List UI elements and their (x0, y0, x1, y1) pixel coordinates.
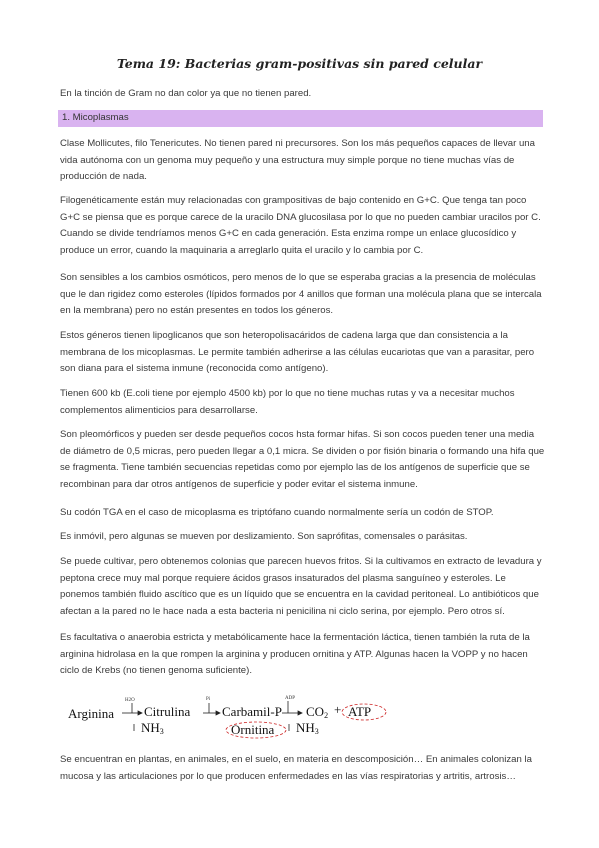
arginine-pathway-scheme (66, 696, 426, 740)
page-title: Tema 19: Bacterias gram-positivas sin pared celular (116, 56, 483, 71)
paragraph: Clase Mollicutes, filo Tenericutes. No tienen pared ni precursores. Son los más pequeños capaces de llevar una vida autónoma con un genoma muy pequeño y una estructura muy simple porque no tiene muchas vías de producción de nada. (60, 138, 535, 182)
paragraph: Filogenéticamente están muy relacionadas con grampositivas de bajo contenido en G+C. Que tenga tan poco G+C se piensa que es porque carece de la uracilo DNA glucosilasa por lo que no pueden cambiar uracilos por C. Cuando se divide tendríamos menos G+C en cada generación. Esta enzima rompe un enlace glucosídico y produce un error, cuando la maquinaria a arreglarlo quita el uracilo y lo cambia por C. (60, 195, 541, 256)
intro-paragraph: En la tinción de Gram no dan color ya que no tienen pared. (60, 88, 312, 99)
nh3-label: $NH_3$ (296, 720, 319, 736)
nh3-label: $NH_3$ (141, 720, 164, 736)
section-header-label: 1. Micoplasmas (62, 112, 129, 123)
paragraph: Son pleomórficos y pueden ser desde pequeños cocos hsta formar hifas. Si son cocos pueden tener una media de diámetro de 0,5 micras, pero pueden llegar a 0,1 micra. Se dividen o por fisión binaria o formando una hifa que se fragmenta. Tiene también secuencias repetidas como por ejemplo las de los antígenos de superficie que se recombinan para dar otros antígenos de superficie y poder evitar el sistema inmune. (60, 429, 545, 490)
ornitina-label: Ornitina (231, 722, 275, 737)
paragraph: Se puede cultivar, pero obtenemos colonias que parecen huevos fritos. Si la cultivamos en extracto de levadura y peptona crece muy mal porque requiere ácidos grasos insaturados del plasma sanguíneo y esteroles. Le ponemos también fluido ascítico que es un líquido que se encuentra en la cavidad peritoneal. Lo antibióticos que afectan a la pared no le hace nada a esta bacteria ni penicilina ni ciclo serina, por ejemplo. Pero otros sí. (60, 556, 542, 617)
paragraph: Es facultativa o anaerobia estricta y metabólicamente hace la fermentación láctica, tienen también la ruta de la arginina hidrolasa en la que rompen la arginina y producen ornitina y ATP. Algunas hacen la VOPP y no hacen ciclo de Krebs (no tienen genoma suficiente). (60, 632, 530, 676)
atp-label: ATP (348, 704, 372, 719)
carbamil-label: Carbamil-P (222, 704, 282, 719)
adp-label: ADP (285, 696, 296, 701)
paragraph: Estos géneros tienen lipoglicanos que son heteropolisacáridos de cadena larga que dan consistencia a la membrana de los micoplasmas. Le permite también adherirse a las células eucariotas que van a parasitar, pero son diana para el sistema inmune (reconocida como antígeno). (60, 330, 535, 374)
paragraph: Su codón TGA en el caso de micoplasma es triptófano cuando normalmente sería un codón de STOP. (60, 507, 494, 518)
h2o-label: H2O (125, 698, 135, 703)
pi-label: Pi (206, 697, 211, 702)
section-header (58, 110, 543, 127)
paragraph: Son sensibles a los cambios osmóticos, pero menos de lo que se esperaba gracias a la presencia de moléculas que le dan rigidez como esteroles (lípidos formados por 4 anillos que forman una molécula plana que se intercala en la membrana) pero no están presentes en todos los géneros. (60, 272, 542, 316)
arginina-label: Arginina (68, 706, 114, 721)
co2-label: $CO_2$ (306, 704, 329, 720)
paragraph: Tienen 600 kb (E.coli tiene por ejemplo 4500 kb) por lo que no tiene muchas rutas y va a necesitar muchos complementos alimenticios para desarrollarse. (60, 388, 515, 416)
paragraph: Se encuentran en plantas, en animales, en el suelo, en materia en descomposición… En animales colonizan la mucosa y las articulaciones por lo que producen enfermedades en las vías respiratorias y artritis, artrosis… (60, 754, 532, 782)
plus-sign: + (334, 702, 342, 717)
citrulina-label: Citrulina (144, 704, 191, 719)
paragraph: Es inmóvil, pero algunas se mueven por deslizamiento. Son saprófitas, comensales o parásitas. (60, 531, 468, 542)
